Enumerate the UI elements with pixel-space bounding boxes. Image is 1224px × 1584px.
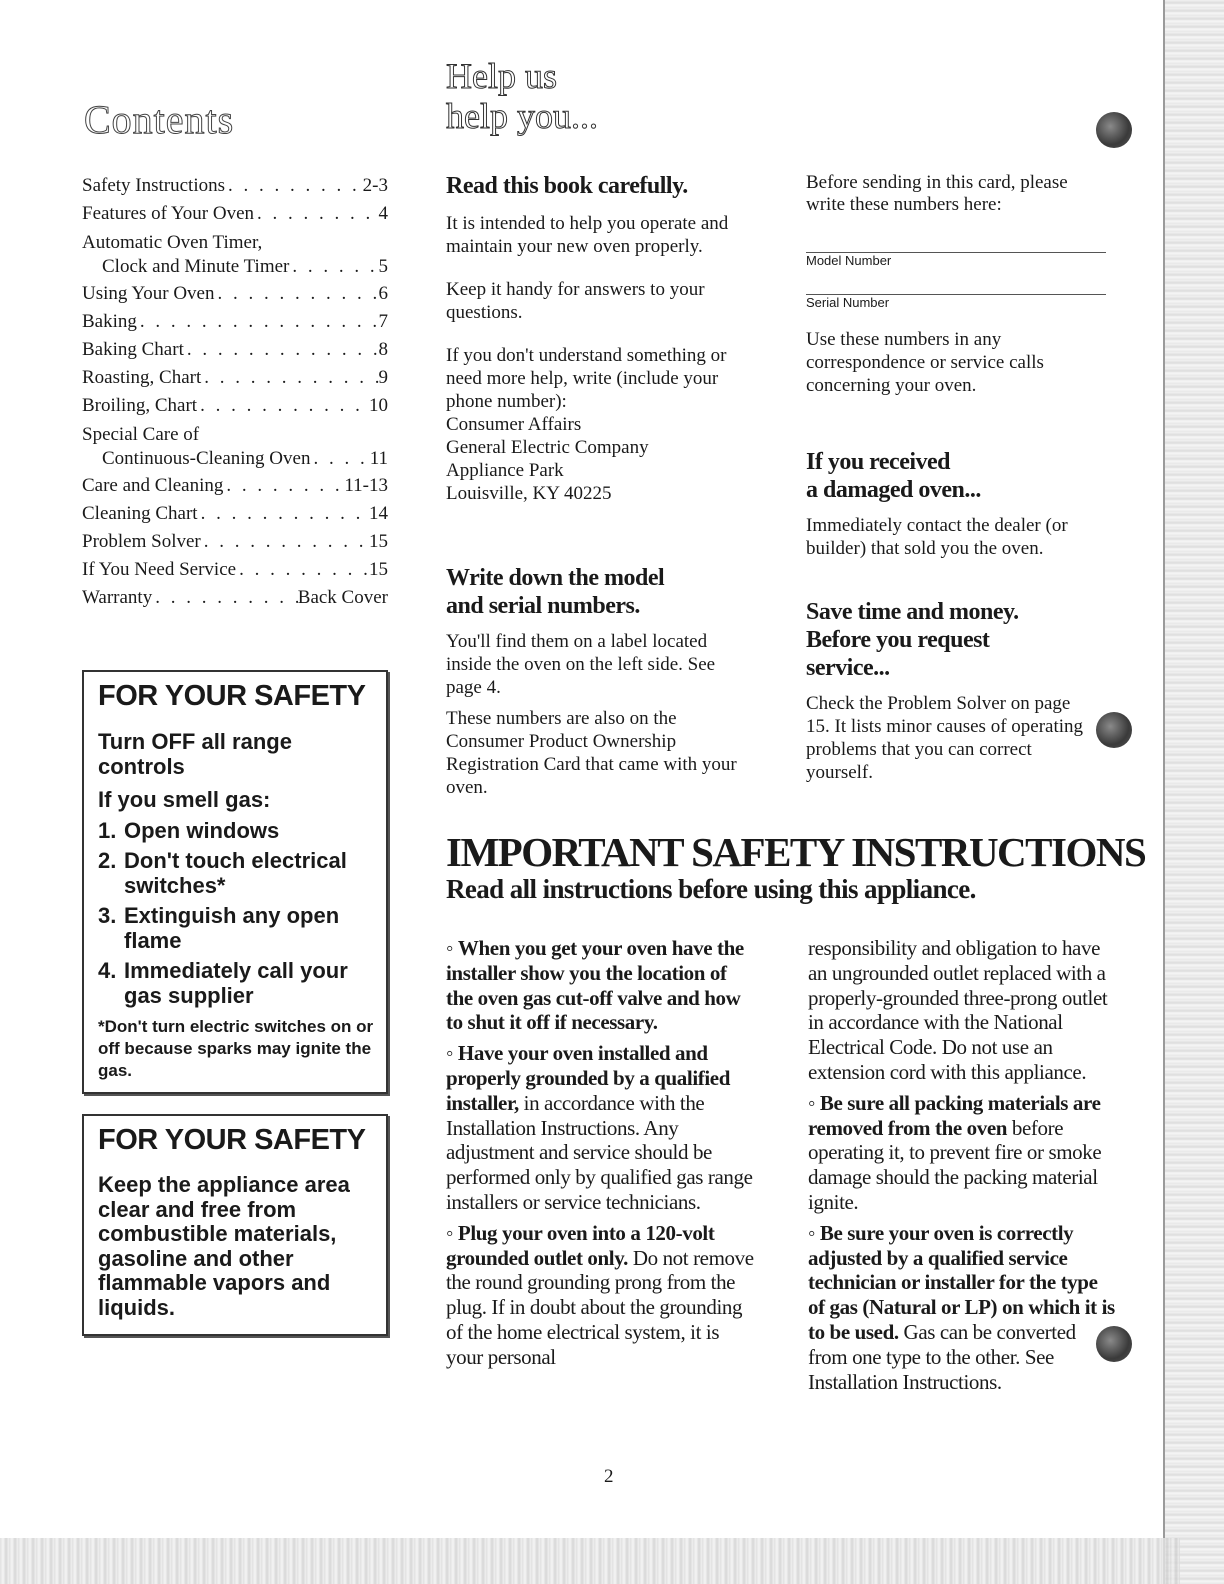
- toc-item: Problem Solver . . . 15: [82, 528, 388, 556]
- toc-item: If You Need Service . . . 15: [82, 556, 388, 584]
- read-heading: Read this book carefully.: [446, 173, 688, 199]
- safety-box-combustibles: [82, 1114, 388, 1336]
- toc-item: Baking Chart . . . 8: [82, 336, 388, 364]
- toc-item: Cleaning Chart . . . 14: [82, 500, 388, 528]
- instruction-bullet: ◦ Be sure your oven is correctly adjusted by a qualified service technician or installer for the type of gas (Natural or LP) on which it is to be used. Gas can be converted from one type to the other. See Installation Instructions.: [808, 1220, 1115, 1394]
- damaged-heading: If you received a damaged oven...: [806, 449, 981, 503]
- read-para-1: It is intended to help you operate and maintain your new oven properly.: [446, 213, 729, 257]
- safety-line: Turn OFF all range controls: [98, 729, 292, 779]
- toc-item: Broiling, Chart . . . 10: [82, 392, 388, 420]
- save-time-section: [806, 598, 1096, 784]
- safety-line: If you smell gas:: [98, 787, 271, 812]
- model-number-label: Model Number: [806, 253, 892, 268]
- safety-step: 3. Extinguish any open flame: [98, 903, 340, 953]
- address-block: Consumer Affairs General Electric Company Appliance Park Louisville, KY 40225: [446, 414, 649, 504]
- toc-item: Safety Instructions . . . 2-3: [82, 172, 388, 200]
- safety-note: *Don't turn electric switches on or off because sparks may ignite the gas.: [98, 1017, 374, 1080]
- write-heading: Write down the model and serial numbers.: [446, 565, 665, 619]
- binder-hole-top: [1096, 112, 1132, 148]
- toc-item-line1: Automatic Oven Timer,: [82, 232, 263, 253]
- safety-box-title: FOR YOUR SAFETY: [98, 1124, 366, 1156]
- save-heading: Save time and money. Before you request service...: [806, 599, 1019, 681]
- toc-item: Features of Your Oven . . . 4: [82, 200, 388, 228]
- numbers-section: [806, 172, 1106, 397]
- read-book-section: [446, 172, 766, 505]
- page-number: 2: [604, 1466, 614, 1487]
- read-para-2: Keep it handy for answers to your questions.: [446, 279, 705, 323]
- safety-step: 1. Open windows: [98, 818, 280, 843]
- save-text: Check the Problem Solver on page 15. It lists minor causes of operating problems that you can correct yourself.: [806, 693, 1084, 783]
- damaged-text: Immediately contact the dealer (or builder) that sold you the oven.: [806, 515, 1068, 559]
- important-subtitle: Read all instructions before using this appliance.: [446, 874, 976, 904]
- serial-number-label: Serial Number: [806, 295, 890, 310]
- toc-item: Baking . . . 7: [82, 308, 388, 336]
- scan-bottom-strip: [0, 1538, 1180, 1584]
- toc-item: Continuous-Cleaning Oven . . . 11: [82, 446, 388, 472]
- important-title: IMPORTANT SAFETY INSTRUCTIONS: [446, 829, 1146, 875]
- toc-item: Roasting, Chart . . . 9: [82, 364, 388, 392]
- safety-box-gas: [82, 670, 388, 1094]
- toc-item: Clock and Minute Timer . . . 5: [82, 254, 388, 280]
- instructions-col-left: [446, 936, 756, 1376]
- use-numbers-text: Use these numbers in any correspondence or service calls concerning your oven.: [806, 329, 1044, 396]
- toc-item: Using Your Oven . . . 6: [82, 280, 388, 308]
- instruction-continuation: responsibility and obligation to have an ungrounded outlet replaced with a properly-grounded three-prong outlet in accordance with the National Electrical Code. Do not use an extension cord with this appliance.: [808, 936, 1108, 1084]
- write-para-2: These numbers are also on the Consumer Product Ownership Registration Card that came with your oven.: [446, 708, 737, 798]
- help-title: Help us help you...: [446, 56, 598, 136]
- toc-item-line1: Special Care of: [82, 424, 200, 445]
- instruction-bullet: ◦ Have your oven installed and properly grounded by a qualified installer, in accordance with the Installation Instructions. Any adjustment and service should be performed only by qualified gas range installers or service technicians.: [446, 1041, 753, 1214]
- instruction-bullet: ◦ When you get your oven have the installer show you the location of the oven gas cut-off valve and how to shut it off if necessary.: [446, 936, 744, 1035]
- write-down-section: [446, 564, 766, 799]
- binder-hole-middle: [1096, 712, 1132, 748]
- before-sending-text: Before sending in this card, please write these numbers here:: [806, 172, 1068, 215]
- contents-title: Contents: [84, 97, 235, 142]
- safety-text: Keep the appliance area clear and free from combustible materials, gasoline and other flammable vapors and liquids.: [98, 1172, 350, 1320]
- write-para-1: You'll find them on a label located inside the oven on the left side. See page 4.: [446, 631, 716, 698]
- instructions-col-right: [808, 936, 1118, 1400]
- toc-item: Warranty . . . Back Cover: [82, 584, 388, 612]
- read-para-3: If you don't understand something or need more help, write (include your phone number):: [446, 345, 727, 412]
- instruction-bullet: ◦ Be sure all packing materials are removed from the oven before operating it, to prevent fire or smoke damage should the packing material ignite.: [808, 1090, 1102, 1214]
- safety-steps: [98, 818, 376, 1008]
- safety-box-title: FOR YOUR SAFETY: [98, 680, 366, 712]
- scan-edge-strip: [1163, 0, 1224, 1584]
- toc-item: Care and Cleaning . . . 11-13: [82, 472, 388, 500]
- table-of-contents: [82, 172, 388, 612]
- safety-step: 2. Don't touch electrical switches*: [98, 848, 347, 898]
- damaged-section: [806, 448, 1106, 560]
- safety-step: 4. Immediately call your gas supplier: [98, 958, 348, 1008]
- instruction-bullet: ◦ Plug your oven into a 120-volt grounded outlet only. Do not remove the round grounding prong from the plug. If in doubt about the grounding of the home electrical system, it is your personal: [446, 1220, 754, 1369]
